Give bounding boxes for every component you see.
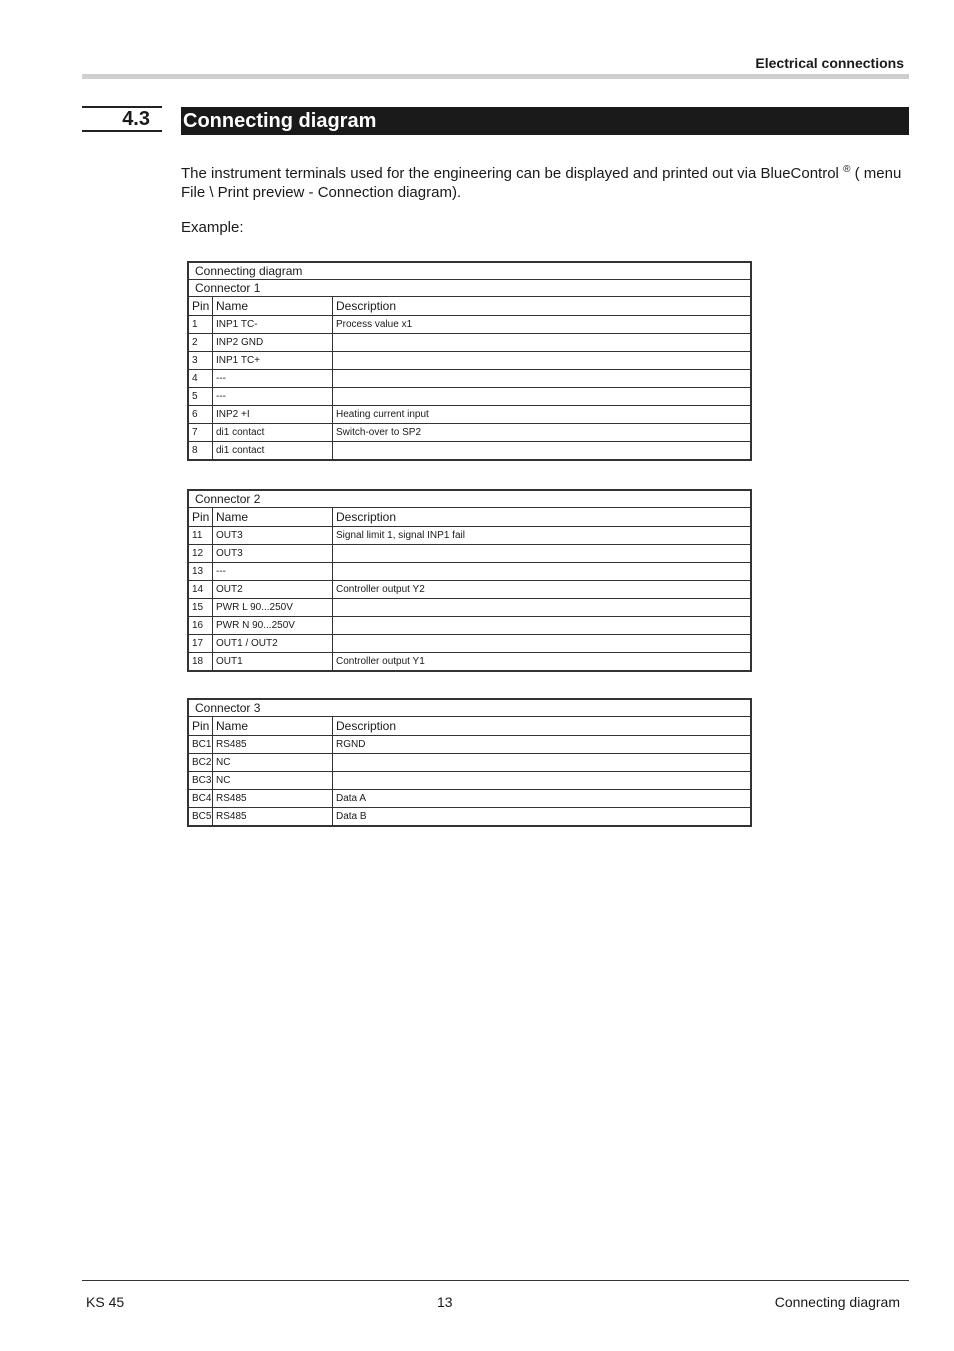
connector-label: Connector 2 xyxy=(189,491,751,508)
description-cell: Controller output Y1 xyxy=(333,653,751,671)
table-row xyxy=(189,424,751,442)
connector-label: Connector 3 xyxy=(189,700,751,717)
description-cell xyxy=(333,545,751,563)
name-cell: INP1 TC- xyxy=(213,316,333,334)
table-row xyxy=(189,599,751,617)
pin-cell: 15 xyxy=(189,599,213,617)
footer-product: KS 45 xyxy=(86,1294,125,1310)
intro-text-after: ( menu File \ Print preview - Connection diagram). xyxy=(181,165,902,201)
name-cell: --- xyxy=(213,563,333,581)
pin-cell: 17 xyxy=(189,635,213,653)
name-cell: RS485 xyxy=(213,808,333,826)
table-row xyxy=(189,406,751,424)
table-row xyxy=(189,790,751,808)
description-cell: Controller output Y2 xyxy=(333,581,751,599)
table-row xyxy=(189,772,751,790)
name-cell: NC xyxy=(213,772,333,790)
page-number: 13 xyxy=(437,1294,453,1310)
name-cell: OUT1 xyxy=(213,653,333,671)
name-cell: RS485 xyxy=(213,736,333,754)
name-cell: di1 contact xyxy=(213,442,333,460)
table-row xyxy=(189,581,751,599)
name-cell: INP2 +I xyxy=(213,406,333,424)
intro-paragraph xyxy=(181,160,909,202)
pin-cell: BC3 xyxy=(189,772,213,790)
col-name-header: Name xyxy=(213,717,333,736)
description-cell xyxy=(333,599,751,617)
pin-cell: 5 xyxy=(189,388,213,406)
col-name-header: Name xyxy=(213,508,333,527)
description-cell: RGND xyxy=(333,736,751,754)
pin-cell: 11 xyxy=(189,527,213,545)
description-cell xyxy=(333,388,751,406)
connector-label: Connector 1 xyxy=(189,280,751,297)
connector-1-table xyxy=(187,261,752,461)
col-description-header: Description xyxy=(333,297,751,316)
example-label: Example: xyxy=(181,219,244,236)
description-cell xyxy=(333,772,751,790)
table-row xyxy=(189,370,751,388)
section-number: 4.3 xyxy=(82,106,162,132)
pin-cell: BC1 xyxy=(189,736,213,754)
col-pin-header: Pin xyxy=(189,297,213,316)
description-cell xyxy=(333,635,751,653)
col-description-header: Description xyxy=(333,717,751,736)
table-row xyxy=(189,754,751,772)
pin-cell: 3 xyxy=(189,352,213,370)
table-row xyxy=(189,527,751,545)
description-cell: Signal limit 1, signal INP1 fail xyxy=(333,527,751,545)
table-row xyxy=(189,316,751,334)
pin-cell: BC5 xyxy=(189,808,213,826)
header-rule xyxy=(82,74,909,79)
table-row xyxy=(189,334,751,352)
name-cell: OUT3 xyxy=(213,527,333,545)
section-title: Connecting diagram xyxy=(181,107,909,135)
pin-cell: BC4 xyxy=(189,790,213,808)
table-row xyxy=(189,653,751,671)
name-cell: OUT1 / OUT2 xyxy=(213,635,333,653)
description-cell: Heating current input xyxy=(333,406,751,424)
description-cell: Data A xyxy=(333,790,751,808)
pin-cell: 16 xyxy=(189,617,213,635)
diagram-title: Connecting diagram xyxy=(189,263,751,280)
pin-cell: 7 xyxy=(189,424,213,442)
pin-cell: 6 xyxy=(189,406,213,424)
table-row xyxy=(189,635,751,653)
table-row xyxy=(189,617,751,635)
table-row xyxy=(189,388,751,406)
table-row xyxy=(189,563,751,581)
pin-cell: 8 xyxy=(189,442,213,460)
table-row xyxy=(189,545,751,563)
name-cell: NC xyxy=(213,754,333,772)
pin-cell: 4 xyxy=(189,370,213,388)
description-cell xyxy=(333,352,751,370)
name-cell: RS485 xyxy=(213,790,333,808)
pin-cell: 13 xyxy=(189,563,213,581)
pin-cell: 2 xyxy=(189,334,213,352)
name-cell: INP2 GND xyxy=(213,334,333,352)
description-cell xyxy=(333,754,751,772)
col-name-header: Name xyxy=(213,297,333,316)
running-header: Electrical connections xyxy=(755,55,904,71)
pin-cell: 12 xyxy=(189,545,213,563)
connector-2-table xyxy=(187,489,752,672)
description-cell: Process value x1 xyxy=(333,316,751,334)
description-cell: Data B xyxy=(333,808,751,826)
pin-cell: 14 xyxy=(189,581,213,599)
name-cell: PWR N 90...250V xyxy=(213,617,333,635)
description-cell: Switch-over to SP2 xyxy=(333,424,751,442)
pin-cell: BC2 xyxy=(189,754,213,772)
name-cell: OUT2 xyxy=(213,581,333,599)
pin-cell: 1 xyxy=(189,316,213,334)
name-cell: PWR L 90...250V xyxy=(213,599,333,617)
table-row xyxy=(189,736,751,754)
description-cell xyxy=(333,442,751,460)
pin-cell: 18 xyxy=(189,653,213,671)
name-cell: INP1 TC+ xyxy=(213,352,333,370)
table-row xyxy=(189,442,751,460)
table-row xyxy=(189,808,751,826)
description-cell xyxy=(333,334,751,352)
registered-mark: ® xyxy=(843,164,851,175)
description-cell xyxy=(333,617,751,635)
intro-text-before: The instrument terminals used for the engineering can be displayed and printed out via BlueControl xyxy=(181,165,839,182)
name-cell: di1 contact xyxy=(213,424,333,442)
name-cell: --- xyxy=(213,388,333,406)
name-cell: --- xyxy=(213,370,333,388)
table-row xyxy=(189,352,751,370)
description-cell xyxy=(333,370,751,388)
footer-chapter: Connecting diagram xyxy=(774,1294,900,1310)
col-pin-header: Pin xyxy=(189,717,213,736)
col-pin-header: Pin xyxy=(189,508,213,527)
description-cell xyxy=(333,563,751,581)
connector-3-table xyxy=(187,698,752,827)
name-cell: OUT3 xyxy=(213,545,333,563)
col-description-header: Description xyxy=(333,508,751,527)
footer-rule xyxy=(82,1280,909,1281)
